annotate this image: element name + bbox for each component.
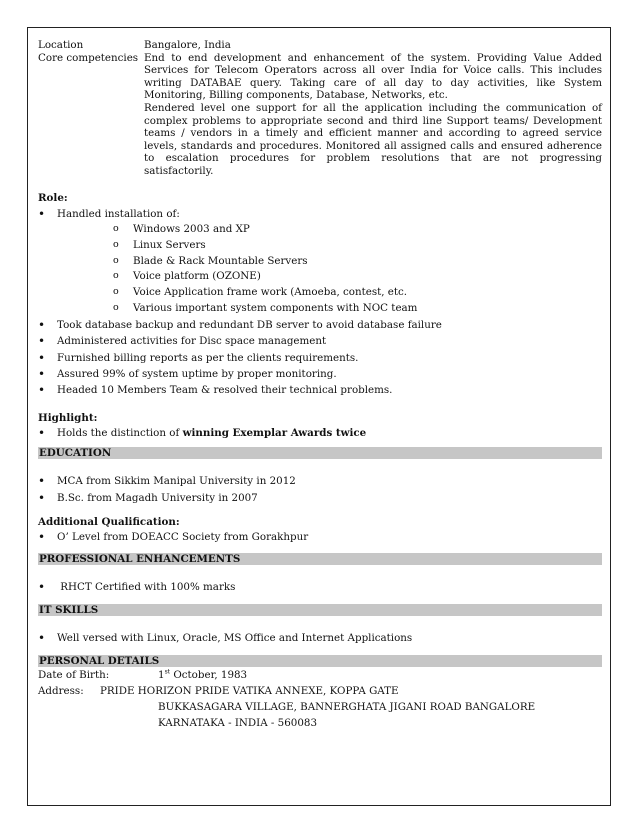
install-sublist [57, 222, 602, 317]
dob-suffix: st [164, 668, 171, 676]
list-item: • Assured 99% of system uptime by proper monitoring. [38, 366, 602, 382]
personal-heading: PERSONAL DETAILS [38, 655, 602, 667]
list-item: • MCA from Sikkim Manipal University in 2012 [38, 473, 602, 489]
address-line-2: BUKKASAGARA VILLAGE, BANNERGHATA JIGANI ROAD BANGALORE [158, 701, 536, 714]
list-item: • Took database backup and redundant DB server to avoid database failure [38, 317, 602, 333]
role-heading: Role: [38, 191, 68, 204]
list-item: • O’ Level from DOEACC Society from Gorakhpur [38, 529, 602, 545]
dob-label: Date of Birth: [38, 669, 110, 682]
resume-content [38, 39, 602, 731]
it-skills-heading: IT SKILLS [38, 604, 602, 616]
address-line-3: KARNATAKA - INDIA - 560083 [158, 717, 317, 730]
dob-rest: October, 1983 [170, 669, 248, 682]
highlight-text: Holds the distinction of [57, 427, 183, 440]
address-row [38, 683, 602, 699]
address-label: Address: [38, 685, 84, 698]
additional-qualification-list [38, 529, 602, 545]
list-item: • Headed 10 Members Team & resolved their technical problems. [38, 382, 602, 398]
competencies-label: Core competencies [38, 51, 139, 64]
dob-day: 1 [158, 669, 165, 682]
professional-item: RHCT Certified with 100% marks [60, 581, 236, 593]
list-item: o Blade & Rack Mountable Servers [113, 254, 602, 270]
education-heading: EDUCATION [38, 447, 602, 459]
list-item [38, 206, 602, 318]
highlight-list [38, 425, 602, 441]
highlight-award: winning Exemplar Awards twice [182, 427, 367, 440]
dob-row [38, 667, 602, 683]
list-item: • Well versed with Linux, Oracle, MS Office and Internet Applications [38, 630, 602, 646]
list-item [38, 579, 602, 595]
list-item: • Administered activities for Disc space management [38, 333, 602, 349]
competencies-text [144, 52, 602, 178]
location-label: Location [38, 39, 84, 51]
list-item: o Voice Application frame work (Amoeba, contest, etc. [113, 285, 602, 301]
competencies-row [38, 52, 602, 178]
list-item: • B.Sc. from Magadh University in 2007 [38, 490, 602, 506]
professional-heading: PROFESSIONAL ENHANCEMENTS [38, 553, 602, 565]
competencies-paragraph-1: End to end development and enhancement of the system. Providing Value Added Services for Telecom Operators across all over India for Voice calls. This includes writing DATABAE query. Taking care of all day to day activities, like System Monitoring, Billing components, Database, Networks, etc. [144, 51, 602, 102]
location-value: Bangalore, India [144, 39, 231, 51]
competencies-paragraph-2: Rendered level one support for all the application including the communication of complex problems to appropriate second and third line Support teams/ Development teams / vendors in a timely and efficient manner and according to agreed service levels, standards and procedures. Monitored all assigned calls and ensured adherence to escalation procedures for problem resolutions that are not progressing satisfactorily. [144, 101, 602, 177]
list-item: o Windows 2003 and XP [113, 222, 602, 238]
personal-details [38, 667, 602, 731]
dob-value [158, 667, 247, 683]
education-list [38, 473, 602, 505]
it-skills-list [38, 630, 602, 646]
resume-page [27, 27, 611, 806]
list-item [38, 425, 602, 441]
highlight-heading: Highlight: [38, 412, 98, 425]
professional-list [38, 579, 602, 595]
additional-qualification-heading: Additional Qualification: [38, 515, 180, 528]
list-item: • Furnished billing reports as per the clients requirements. [38, 350, 602, 366]
list-item: o Various important system components with NOC team [113, 301, 602, 317]
role-list [38, 206, 602, 399]
address-line-1: PRIDE HORIZON PRIDE VATIKA ANNEXE, KOPPA GATE [100, 685, 399, 698]
list-item: o Voice platform (OZONE) [113, 269, 602, 285]
install-intro: Handled installation of: [57, 207, 180, 220]
location-row [38, 39, 602, 52]
list-item: o Linux Servers [113, 238, 602, 254]
